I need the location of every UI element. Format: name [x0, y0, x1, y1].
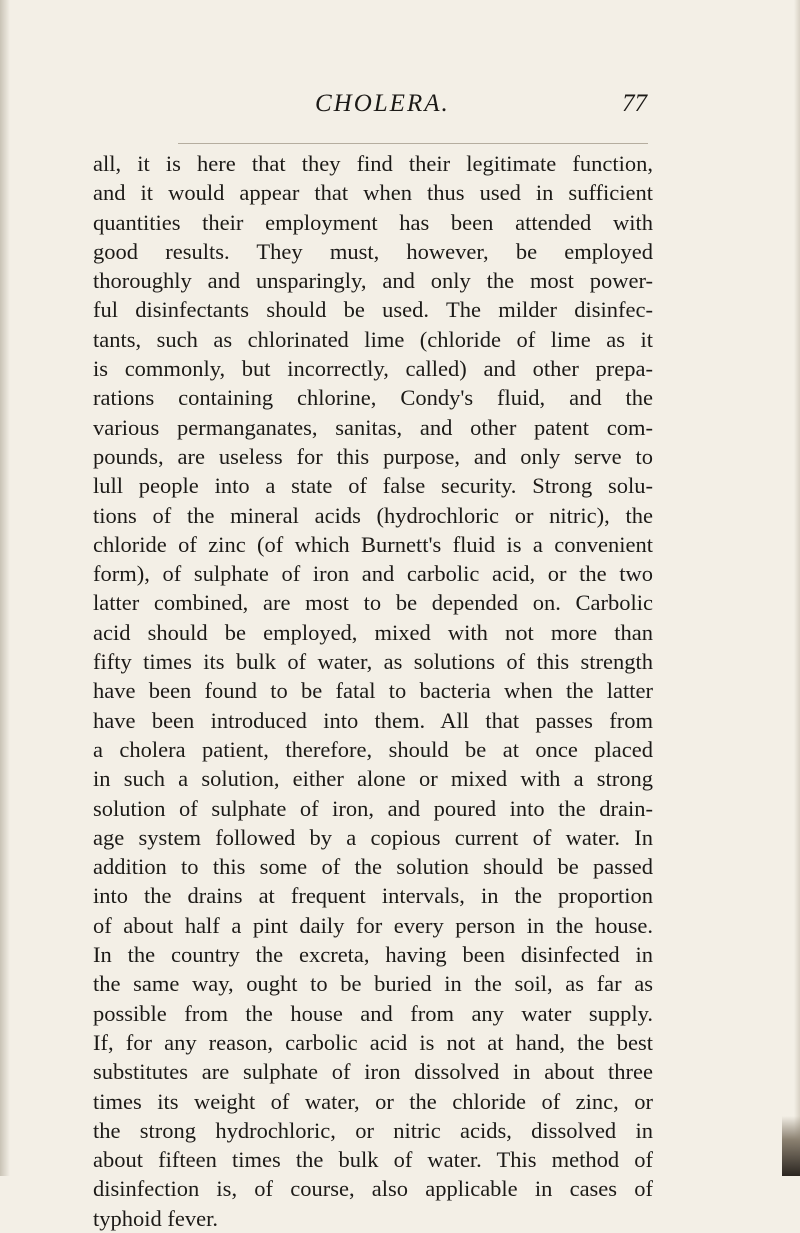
text-line: about fifteen times the bulk of water. This method of: [93, 1147, 653, 1173]
text-line: substitutes are sulphate of iron dissolved in about three: [93, 1059, 653, 1085]
text-line: lull people into a state of false security. Strong solu-: [93, 473, 653, 499]
text-line: possible from the house and from any water supply.: [93, 1000, 653, 1026]
running-title: CHOLERA.: [315, 90, 450, 117]
text-line: addition to this some of the solution should be passed: [93, 854, 653, 880]
text-line: quantities their employment has been attended with: [93, 209, 653, 235]
page-gutter-shadow: [0, 0, 10, 1176]
text-line: In the country the excreta, having been disinfected in: [93, 942, 653, 968]
text-line: fifty times its bulk of water, as solutions of this strength: [93, 649, 653, 675]
text-line: is commonly, but incorrectly, called) and other prepa-: [93, 356, 653, 382]
text-line: chloride of zinc (of which Burnett's fluid is a convenient: [93, 531, 653, 557]
text-line: all, it is here that they find their legitimate function,: [93, 151, 653, 176]
text-line: the strong hydrochloric, or nitric acids, dissolved in: [93, 1117, 653, 1143]
text-line: pounds, are useless for this purpose, and only serve to: [93, 443, 653, 469]
text-line: a cholera patient, therefore, should be at once placed: [93, 736, 653, 762]
running-header: [93, 86, 653, 126]
text-line: in such a solution, either alone or mixed with a strong: [93, 766, 653, 792]
text-line: typhoid fever.: [93, 1205, 218, 1231]
page-edge: [794, 0, 800, 1176]
text-line: the same way, ought to be buried in the soil, as far as: [93, 971, 653, 997]
text-line: tions of the mineral acids (hydrochloric or nitric), the: [93, 502, 653, 528]
text-line: disinfection is, of course, also applicable in cases of: [93, 1176, 653, 1202]
page-number: 77: [622, 90, 647, 117]
text-line: thoroughly and unsparingly, and only the most power-: [93, 268, 653, 294]
text-line: various permanganates, sanitas, and other patent com-: [93, 414, 653, 440]
text-line: have been found to be fatal to bacteria when the latter: [93, 678, 653, 704]
text-line: latter combined, are most to be depended on. Carbolic: [93, 590, 653, 616]
text-line: If, for any reason, carbolic acid is not at hand, the best: [93, 1029, 653, 1055]
header-rule: [178, 143, 648, 144]
text-line: good results. They must, however, be employed: [93, 238, 653, 264]
body-paragraph: [93, 149, 673, 1233]
text-line: of about half a pint daily for every person in the house.: [93, 912, 653, 938]
text-line: tants, such as chlorinated lime (chloride of lime as it: [93, 326, 653, 352]
text-line: times its weight of water, or the chloride of zinc, or: [93, 1088, 653, 1114]
text-line: have been introduced into them. All that passes from: [93, 707, 653, 733]
text-line: into the drains at frequent intervals, in the proportion: [93, 883, 653, 909]
text-line: acid should be employed, mixed with not more than: [93, 619, 653, 645]
page-corner-mark: [782, 1116, 800, 1176]
text-line: age system followed by a copious current of water. In: [93, 824, 653, 850]
text-line: form), of sulphate of iron and carbolic acid, or the two: [93, 561, 653, 587]
text-line: solution of sulphate of iron, and poured into the drain-: [93, 795, 653, 821]
text-line: ful disinfectants should be used. The milder disinfec-: [93, 297, 653, 323]
text-line: rations containing chlorine, Condy's fluid, and the: [93, 385, 653, 411]
text-line: and it would appear that when thus used in sufficient: [93, 180, 653, 206]
